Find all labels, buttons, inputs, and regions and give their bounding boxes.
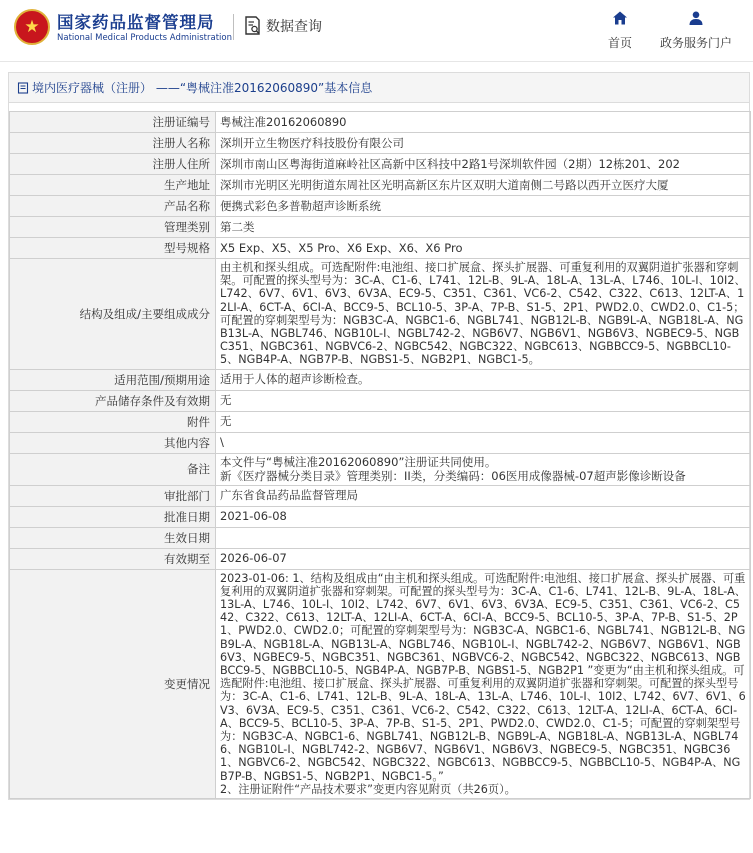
field-label: 管理类别 [10,217,216,238]
field-label: 产品名称 [10,196,216,217]
panel-title-bar [9,73,749,103]
table-row [10,259,751,370]
panel-title: 境内医疗器械（注册） ——“粤械注准20162060890”基本信息 [32,81,373,95]
field-value: 2021-06-08 [216,506,751,527]
detail-panel [8,72,750,800]
field-label: 结构及组成/主要组成成分 [10,259,216,370]
table-row [10,411,751,432]
field-label: 有效期至 [10,548,216,569]
table-row [10,390,751,411]
table-row [10,506,751,527]
field-value: 2026-06-07 [216,548,751,569]
field-label: 生效日期 [10,527,216,548]
field-value: 第二类 [216,217,751,238]
field-value: 便携式彩色多普勒超声诊断系统 [216,196,751,217]
field-value [216,527,751,548]
field-label: 备注 [10,453,216,485]
nav-service-portal[interactable] [656,10,736,51]
field-label: 审批部门 [10,485,216,506]
nav-home-label: 首页 [607,36,632,50]
field-value [216,569,751,798]
field-value: 粤械注准20162060890 [216,112,751,133]
field-label: 附件 [10,411,216,432]
field-value: 无 [216,411,751,432]
user-icon [688,10,704,26]
note-line: 本文件与“粤械注准20162060890”注册证共同使用。 [220,454,497,469]
table-row [10,217,751,238]
table-row [10,175,751,196]
field-label: 变更情况 [10,569,216,798]
table-row [10,154,751,175]
field-label: 产品储存条件及有效期 [10,390,216,411]
table-row [10,432,751,453]
field-value [216,453,751,485]
field-label: 型号规格 [10,238,216,259]
nav-home[interactable] [604,10,636,51]
field-label: 批准日期 [10,506,216,527]
field-value: \ [216,432,751,453]
change-line: 2、注册证附件“产品技术要求”变更内容见附页（共26页）。 [220,782,516,796]
field-label: 适用范围/预期用途 [10,369,216,390]
note-line: 新《医疗器械分类目录》管理类别：II类，分类编码：06医用成像器械-07超声影像诊断设备 [220,469,686,484]
field-label: 生产地址 [10,175,216,196]
star-icon: ★ [24,16,40,37]
table-row [10,527,751,548]
site-subtitle: National Medical Products Administration [57,33,232,43]
table-row [10,112,751,133]
table-row [10,453,751,485]
national-emblem-icon[interactable] [14,9,50,45]
table-row [10,569,751,798]
document-search-icon [244,16,262,36]
field-label: 其他内容 [10,432,216,453]
field-value: 适用于人体的超声诊断检查。 [216,369,751,390]
document-icon [17,82,29,94]
table-row [10,548,751,569]
field-value: 无 [216,390,751,411]
table-row [10,238,751,259]
data-query-link[interactable] [244,16,322,36]
data-query-label: 数据查询 [266,19,322,35]
table-row [10,196,751,217]
header-divider [233,14,234,40]
site-header [0,0,753,62]
table-row [10,133,751,154]
field-value: 由主机和探头组成。可选配附件:电池组、接口扩展盒、探头扩展器、可重复利用的双翼阴道扩张器和穿刺架。可配置的探头型号为：3C-A、C1-6、L741、12L-B、9L-A、18L-A、13L-A、L746、10L-I、10I2、L742、6V7、6V1、6V3、6V3A、EC9-5、C351、C361、VC6-2、C542、C322、C613、12LT-A、12LI-A、6CT-A、6CI-A、BCC9-5、BCL10-5、3P-A、7P-B、S1-5、2P1、PWD2.0、CWD2.0、C1-5；可配置的穿刺架型号为：NGB3C-A、NGBC1-6、NGBL741、NGB12L-B、NGB9L-A、NGB18L-A、NGB13L-A、NGBL746、NGB10L-I、NGBL742-2、NGB6V7、NGB6V1、NGB6V3、NGBEC9-5、NGBC351、NGBC361、NGBVC6-2、NGBC542、NGBC322、NGBC613、NGBBCC9-5、NGBBCL10-5、NGB4P-A、NGB7P-B、NGBS1-5、NGB2P1、NGBC1-5。 [216,259,751,370]
field-value: X5 Exp、X5、X5 Pro、X6 Exp、X6、X6 Pro [216,238,751,259]
field-label: 注册人住所 [10,154,216,175]
change-line: 2023-01-06: 1、结构及组成由“由主机和探头组成。可选配附件:电池组、接口扩展盒、探头扩展器、可重复利用的双翼阴道扩张器和穿刺架。可配置的探头型号为：3C-A、C1-6、L741、12L-B、9L-A、18L-A、13L-A、L746、10L-I、10I2、L742、6V7、6V1、6V3、6V3A、EC9-5、C351、C361、VC6-2、C542、C322、C613、12LT-A、12LI-A、6CT-A、6CI-A、BCC9-5、BCL10-5、3P-A、7P-B、S1-5、2P1、PWD2.0、CWD2.0；可配置的穿刺架型号为：NGB3C-A、NGBC1-6、NGBL741、NGB12L-B、NGB9L-A、NGB18L-A、NGB13L-A、NGBL746、NGB10L-I、NGBL742-2、NGB6V7、NGB6V1、NGB6V3、NGBEC9-5、NGBC351、NGBC361、NGBVC6-2、NGBC542、NGBC322、NGBC613、NGBBCC9-5、NGBBCL10-5、NGB4P-A、NGB7P-B、NGBS1-5、NGB2P1 ”变更为“由主机和探头组成。可选配附件:电池组、接口扩展盒、探头扩展器、可重复利用的双翼阴道扩张器和穿刺架。可配置的探头型号为：3C-A、C1-6、L741、12L-B、9L-A、18L-A、13L-A、L746、10L-I、10I2、L742、6V7、6V1、6V3、6V3A、EC9-5、C351、C361、VC6-2、C542、C322、C613、12LT-A、12LI-A、6CT-A、6CI-A、BCC9-5、BCL10-5、3P-A、7P-B、S1-5、2P1、PWD2.0、CWD2.0、C1-5；可配置的穿刺架型号为：NGB3C-A、NGBC1-6、NGBL741、NGB12L-B、NGB9L-A、NGB18L-A、NGB13L-A、NGBL746、NGB10L-I、NGBL742-2、NGB6V7、NGB6V1、NGB6V3、NGBEC9-5、NGBC351、NGBC361、NGBVC6-2、NGBC542、NGBC322、NGBC613、NGBBCC9-5、NGBBCL10-5、NGB4P-A、NGB7P-B、NGBS1-5、NGB2P1、NGBC1-5。” [220,571,746,783]
table-row [10,369,751,390]
registration-info-table [9,111,751,799]
field-label: 注册人名称 [10,133,216,154]
site-title[interactable]: 国家药品监督管理局 [57,13,215,32]
home-icon [612,10,628,26]
table-row [10,485,751,506]
panel-body [9,103,749,799]
field-value: 深圳市南山区粤海街道麻岭社区高新中区科技中2路1号深圳软件园（2期）12栋201、202 [216,154,751,175]
field-value: 深圳开立生物医疗科技股份有限公司 [216,133,751,154]
field-value: 深圳市光明区光明街道东周社区光明高新区东片区双明大道南侧二号路以西开立医疗大厦 [216,175,751,196]
field-value: 广东省食品药品监督管理局 [216,485,751,506]
nav-service-portal-label: 政务服务门户 [659,36,732,50]
field-label: 注册证编号 [10,112,216,133]
